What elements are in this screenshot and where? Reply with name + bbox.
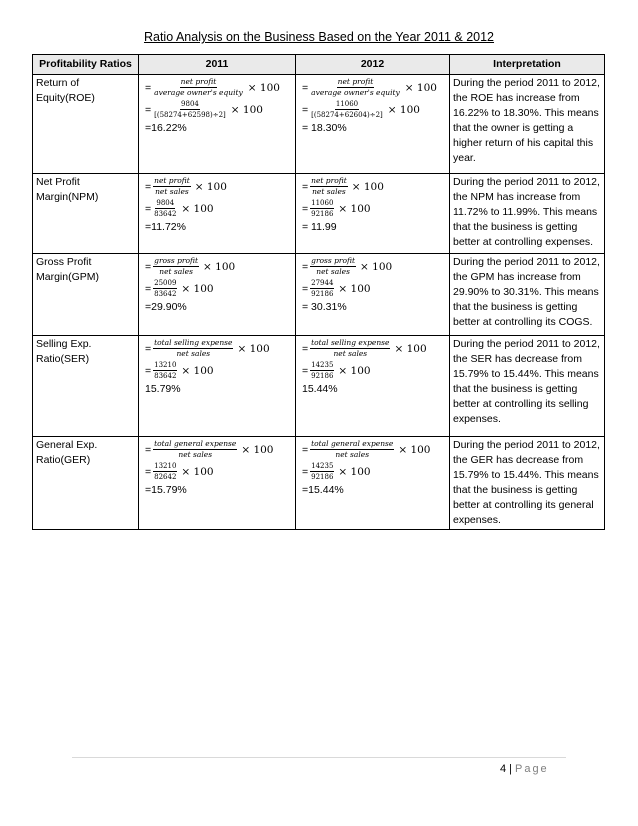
table-row [33,75,605,174]
result-value: = 30.31% [302,301,347,313]
equals-sign: = [145,342,152,355]
formula-2012 [296,254,450,336]
fraction-numerator: total general expense [154,439,237,448]
fraction-denominator: net sales [155,187,189,196]
formula-line [145,77,292,98]
fraction-numerator: 11060 [311,199,334,207]
fraction-denominator: net sales [176,349,211,358]
substitution-line [145,99,292,120]
fraction [310,439,394,460]
header-ratio: Profitability Ratios [33,55,139,75]
formula-line [145,256,292,277]
header-interpretation: Interpretation [450,55,605,75]
fraction [153,439,237,460]
ratio-name-line: Equity(ROE) [36,92,95,104]
formula-2011 [139,336,296,437]
fraction-denominator: 83642 [154,290,177,298]
page-footer [500,763,549,775]
footer-divider [72,757,566,758]
ratio-name [33,437,139,530]
times-100: × 100 [181,282,214,295]
formula-line [145,338,292,359]
ratio-name-line: Net Profit [36,176,80,188]
equals-sign: = [145,282,152,295]
fraction-numerator: 9804 [156,199,175,207]
substitution-line [145,278,292,299]
fraction [153,360,177,381]
fraction-numerator: 27944 [311,279,334,287]
ratio-name [33,174,139,254]
ratio-name-line: Ratio(SER) [36,353,90,365]
ratio-name-line: Ratio(GER) [36,454,91,466]
result-value: =15.44% [302,484,344,496]
fraction-denominator: net sales [159,267,193,276]
ratio-name [33,75,139,174]
formula-2011 [139,437,296,530]
formula-2011 [139,75,296,174]
fraction-numerator: net profit [154,176,190,185]
equals-sign: = [302,364,309,377]
fraction [310,278,334,299]
equals-sign: = [145,260,152,273]
formula-2011 [139,174,296,254]
fraction-denominator: net sales [178,450,213,459]
fraction-denominator: 92186 [311,372,334,380]
ratio-name-line: General Exp. [36,439,98,451]
fraction [153,256,199,277]
equals-sign: = [302,81,309,94]
table-row [33,174,605,254]
result-value: =16.22% [145,122,187,134]
interpretation-cell: During the period 2011 to 2012, the GER has decrease from 15.79% to 15.44%. This means that the business is getting better at controlling its general expenses. [450,437,605,530]
header-2011: 2011 [139,55,296,75]
fraction-denominator: net sales [312,187,346,196]
times-100: × 100 [398,443,431,456]
fraction-denominator: 82642 [154,473,177,481]
fraction-denominator: [(58274+62604)÷2] [311,111,383,119]
fraction-numerator: total general expense [311,439,394,448]
fraction-numerator: total selling expense [154,338,233,347]
fraction [310,360,334,381]
ratio-name-line: Margin(GPM) [36,271,100,283]
result-value: 15.79% [145,383,181,395]
formula-2012 [296,174,450,254]
fraction-numerator: gross profit [154,256,199,265]
table-header-row [33,55,605,75]
fraction [310,77,401,98]
times-100: × 100 [394,342,427,355]
fraction-denominator: net sales [316,267,350,276]
equals-sign: = [145,202,152,215]
times-100: × 100 [230,103,263,116]
equals-sign: = [302,103,309,116]
times-100: × 100 [351,180,384,193]
fraction [310,256,356,277]
equals-sign: = [302,180,309,193]
interpretation-cell: During the period 2011 to 2012, the SER has decrease from 15.79% to 15.44%. This means that the business is getting better at controlling its selling expenses. [450,336,605,437]
equals-sign: = [145,465,152,478]
fraction-denominator: [(58274+62598)÷2] [154,111,226,119]
equals-sign: = [145,81,152,94]
times-100: × 100 [203,260,236,273]
formula-2011 [139,254,296,336]
times-100: × 100 [338,202,371,215]
equals-sign: = [302,202,309,215]
fraction [310,176,348,197]
times-100: × 100 [247,81,280,94]
substitution-line [145,198,292,219]
equals-sign: = [145,364,152,377]
formula-line [145,176,292,197]
fraction-denominator: average owner's equity [154,88,243,97]
ratio-table [32,54,605,530]
fraction-numerator: 11060 [335,100,359,108]
fraction [310,198,334,219]
fraction-denominator: average owner's equity [311,88,400,97]
formula-line [145,439,292,460]
formula-2012 [296,437,450,530]
fraction-denominator: net sales [333,349,368,358]
fraction-numerator: total selling expense [311,338,390,347]
result-value: =11.72% [145,221,186,233]
equals-sign: = [145,180,152,193]
fraction [310,461,334,482]
times-100: × 100 [194,180,227,193]
page-label: Page [514,763,549,775]
table-row [33,336,605,437]
fraction [153,338,233,359]
fraction-numerator: 14235 [311,361,334,369]
formula-line [302,77,446,98]
substitution-line [302,198,446,219]
result-value: = 18.30% [302,122,347,134]
times-100: × 100 [404,81,437,94]
header-2012: 2012 [296,55,450,75]
substitution-line [302,461,446,482]
times-100: × 100 [181,202,214,215]
fraction [153,198,177,219]
fraction-numerator: 25009 [154,279,177,287]
times-100: × 100 [387,103,420,116]
fraction-numerator: net profit [311,176,347,185]
fraction [310,338,390,359]
times-100: × 100 [338,465,371,478]
fraction-numerator: 9804 [181,100,199,108]
ratio-name-line: Gross Profit [36,256,92,268]
equals-sign: = [302,443,309,456]
formula-line [302,256,446,277]
footer-separator: | [509,763,512,775]
interpretation-cell: During the period 2011 to 2012, the GPM has increase from 29.90% to 30.31%. This means that the business is getting better at controlling its COGS. [450,254,605,336]
fraction-numerator: net profit [180,77,217,86]
fraction-denominator: 92186 [311,473,334,481]
equals-sign: = [145,103,152,116]
times-100: × 100 [241,443,274,456]
formula-line [302,176,446,197]
fraction-denominator: 92186 [311,290,334,298]
substitution-line [145,461,292,482]
interpretation-cell: During the period 2011 to 2012, the NPM has increase from 11.72% to 11.99%. This means that the business is getting better at controlling expenses. [450,174,605,254]
fraction-denominator: net sales [335,450,370,459]
fraction [153,461,177,482]
equals-sign: = [302,342,309,355]
ratio-name [33,336,139,437]
substitution-line [145,360,292,381]
equals-sign: = [145,443,152,456]
equals-sign: = [302,260,309,273]
fraction [153,77,244,98]
substitution-line [302,360,446,381]
page-title: Ratio Analysis on the Business Based on the Year 2011 & 2012 [143,30,495,44]
fraction-denominator: 92186 [311,210,334,218]
fraction [153,99,227,120]
result-value: = 11.99 [302,221,337,233]
equals-sign: = [302,465,309,478]
interpretation-cell: During the period 2011 to 2012, the ROE has increase from 16.22% to 18.30%. This means that the owner is getting a higher return of his capital this year. [450,75,605,174]
table-row [33,437,605,530]
formula-line [302,439,446,460]
ratio-name-line: Selling Exp. [36,338,92,350]
fraction-denominator: 83642 [154,372,177,380]
formula-line [302,338,446,359]
fraction-numerator: net profit [337,77,374,86]
ratio-name-line: Return of [36,77,80,89]
equals-sign: = [302,282,309,295]
table-row [33,254,605,336]
result-value: =29.90% [145,301,187,313]
page-number: 4 [500,763,507,775]
times-100: × 100 [237,342,270,355]
times-100: × 100 [338,364,371,377]
ratio-name [33,254,139,336]
fraction-numerator: gross profit [311,256,356,265]
fraction [153,278,177,299]
formula-2012 [296,336,450,437]
fraction-denominator: 83642 [154,210,177,218]
fraction [310,99,384,120]
result-value: =15.79% [145,484,187,496]
times-100: × 100 [181,364,214,377]
result-value: 15.44% [302,383,338,395]
fraction-numerator: 13210 [154,361,177,369]
substitution-line [302,99,446,120]
formula-2012 [296,75,450,174]
substitution-line [302,278,446,299]
times-100: × 100 [181,465,214,478]
fraction-numerator: 13210 [154,462,177,470]
times-100: × 100 [338,282,371,295]
fraction-numerator: 14235 [311,462,334,470]
fraction [153,176,191,197]
ratio-name-line: Margin(NPM) [36,191,99,203]
times-100: × 100 [360,260,393,273]
